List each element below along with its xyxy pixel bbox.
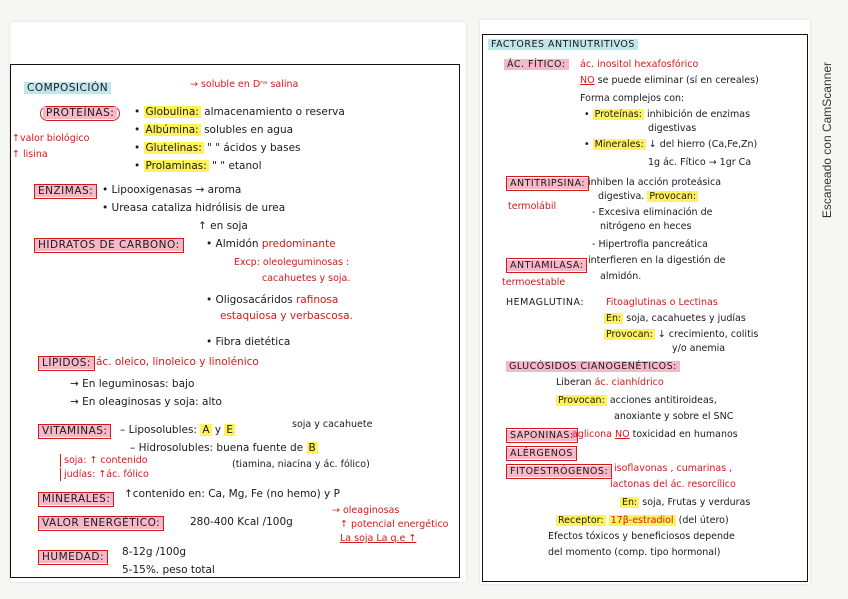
heading-fitoestrogenos: FITOESTRÓGENOS: [506,464,612,479]
acidos-grasos: ác. oleico, linoleico y linolénico [96,356,259,368]
termoestable: termoestable [502,277,566,288]
enzimas-2: • Ureasa cataliza hidrólisis de urea [102,202,285,215]
excp: Excp: oleoleguminosas : [234,257,350,268]
excesiva-1: - Excesiva eliminación de [592,207,713,218]
soja-note: La soja La q.e ↑ [340,533,417,544]
liberan-row: Liberan ác. cianhídrico [556,377,664,388]
heading-saponinas: SAPONINAS: [506,428,578,443]
heading-vitaminas: VITAMINAS: [38,424,111,439]
fitico-ca: 1g ác. Fítico → 1gr Ca [648,157,752,168]
hemaglutina-value: Fitoaglutinas o Lectinas [606,297,718,308]
efectos-1: Efectos tóxicos y beneficiosos depende [548,531,735,542]
prolaminas-row: • Prolaminas: " " etanol [134,160,261,173]
cacahuetes-soja: cacahuetes y soja. [262,273,351,284]
enzimas-1: • Lipooxigenasas → aroma [102,184,241,197]
humedad-1: 8-12g /100g [122,546,187,558]
kcal-value: 280-400 Kcal /100g [190,516,293,528]
heading-valor-energetico: VALOR ENERGÉTICO: [38,516,164,531]
potencial-note: ↑ potencial energético [340,519,449,530]
camscanner-watermark: Escaneado con CamScanner [820,62,834,219]
heading-factores: FACTORES ANTINUTRITIVOS [488,38,638,51]
left-page [10,22,466,582]
estaquiosa: estaquiosa y verbascosa. [220,310,353,322]
liposolubles-row: – Liposolubles: A y E [120,424,234,436]
judias-folico: judías: ↑ác. fólico [60,468,149,481]
heading-composicion: COMPOSICIÓN [24,82,111,95]
minerales-value: ↑contenido en: Ca, Mg, Fe (no hemo) y P [124,488,340,500]
lactonas: lactonas del ác. resorcílico [610,479,736,490]
soluble-note: → soluble en Dⁿˢ salina [190,79,299,90]
fitico-minerales: • Minerales: ↓ del hierro (Ca,Fe,Zn) [584,138,757,151]
glucosidos-provocan: Provocan: acciones antitiroideas, [558,395,717,406]
termolabil: termolábil [508,201,557,212]
heading-hidratos: HIDRATOS DE CARBONO: [34,238,184,253]
heading-enzimas: ENZIMAS: [34,184,97,199]
humedad-2: 5-15%. peso total [122,564,215,576]
fitico-value: ác. inositol hexafosfórico [580,59,699,70]
heading-proteinas: PROTEÍNAS: [40,106,120,121]
saponinas-value: aglicona NO toxicidad en humanos [572,429,738,440]
forma-complejos: Forma complejos con: [580,93,685,104]
lisina: ↑ lisina [12,149,48,160]
anoxiante: anoxiante y sobre el SNC [614,411,734,422]
efectos-2: del momento (comp. tipo hormonal) [548,547,721,558]
hipertrofia: - Hipertrofia pancreática [592,239,708,250]
hidrosolubles-row: – Hidrosolubles: buena fuente de B [130,442,316,454]
lipidos-oleaginosas: → En oleaginosas y soja: alto [70,396,222,408]
valor-biologico: ↑valor biológico [12,133,90,144]
excesiva-2: nitrógeno en heces [600,221,692,232]
globulina-row: • Globulina: almacenamiento o reserva [134,106,345,119]
heading-glucosidos: GLUCÓSIDOS CIANOGENÉTICOS: [506,360,680,373]
heading-antiamilasa: ANTIAMILASA: [506,258,587,273]
right-page [480,20,810,584]
anemia: y/o anemia [672,343,726,354]
heading-lipidos: LÍPIDOS: [38,356,95,371]
fitoestrogenos-value: isoflavonas , cumarinas , [614,463,733,474]
hemaglutina-provocan: Provocan: ↓ crecimiento, colitis [606,329,759,340]
no-eliminar: NO se puede eliminar (sí en cereales) [580,75,759,86]
oligosacaridos-row: • Oligosacáridos rafinosa [206,294,338,307]
glutelinas-row: • Glutelinas: " " ácidos y bases [134,142,301,155]
antiamilasa-almidon: almidón. [600,271,642,282]
antitripsina-value: inhiben la acción proteásica [588,177,722,188]
fibra-row: • Fibra dietética [206,336,290,349]
hemaglutina-en: En: soja, cacahuetes y judías [606,313,746,324]
soja-cacahuete: soja y cacahuete [292,419,373,430]
enzimas-3: ↑ en soja [198,220,248,232]
heading-hemaglutina: HEMAGLUTINA: [506,297,585,308]
receptor-row: Receptor: 17β-estradiol (del útero) [558,515,729,526]
heading-fitico: ÁC. FÍTICO: [504,58,569,71]
almidon-row: • Almidón predominante [206,238,336,251]
antitripsina-digestiva: digestiva. Provocan: [598,191,697,202]
heading-humedad: HUMEDAD: [38,550,108,565]
antiamilasa-value: interfieren en la digestión de [588,255,726,266]
heading-alergenos: ALÉRGENOS [506,446,577,461]
tiamina: (tiamina, niacina y ác. fólico) [232,459,370,470]
albumina-row: • Albúmina: solubles en agua [134,124,293,137]
soja-contenido: soja: ↑ contenido [60,454,148,467]
fitico-proteinas: • Proteínas: inhibición de enzimas [584,108,750,121]
oleaginosas-note: → oleaginosas [332,505,400,516]
lipidos-leguminosas: → En leguminosas: bajo [70,378,195,390]
digestivas: digestivas [648,123,697,134]
fito-en: En: soja, Frutas y verduras [622,497,751,508]
heading-antitripsina: ANTITRIPSINA: [506,176,589,191]
heading-minerales: MINERALES: [38,492,114,507]
